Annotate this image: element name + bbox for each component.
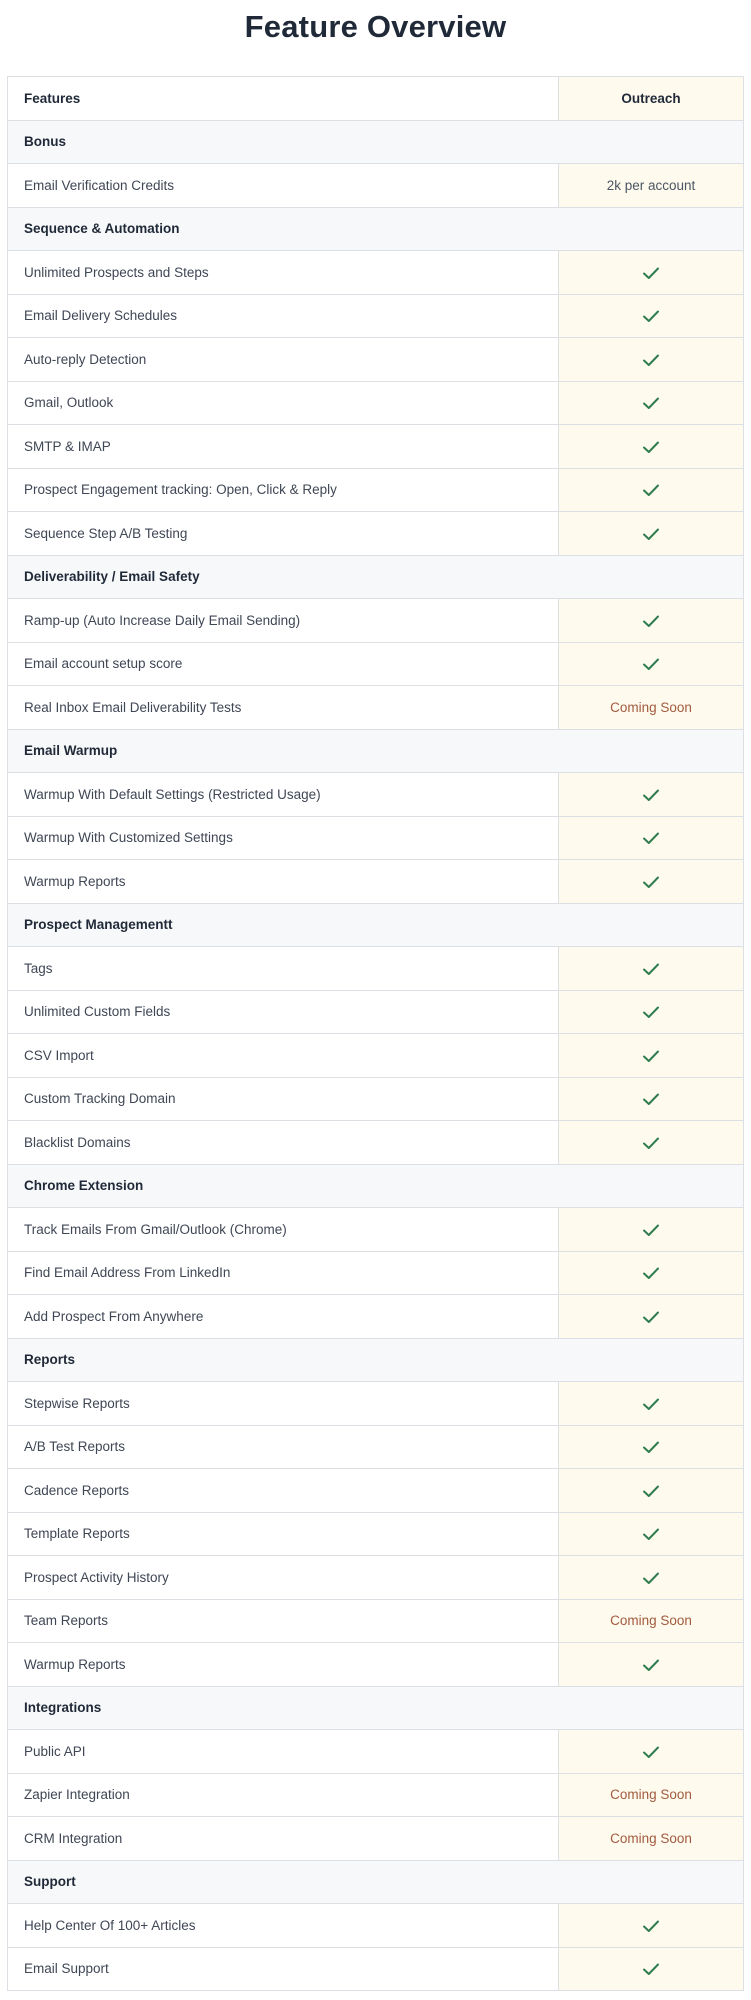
section-row [8, 207, 744, 251]
feature-name: CSV Import [8, 1034, 559, 1078]
section-title: Chrome Extension [8, 1164, 744, 1208]
feature-included [559, 1556, 744, 1600]
table-row [8, 1512, 744, 1556]
check-icon [642, 1266, 660, 1280]
section-title: Bonus [8, 120, 744, 164]
table-row [8, 425, 744, 469]
check-icon [642, 440, 660, 454]
feature-included [559, 381, 744, 425]
feature-included [559, 990, 744, 1034]
feature-included [559, 425, 744, 469]
feature-name: Blacklist Domains [8, 1121, 559, 1165]
table-row [8, 164, 744, 208]
feature-name: Public API [8, 1730, 559, 1774]
section-title: Reports [8, 1338, 744, 1382]
section-row [8, 1860, 744, 1904]
feature-included [559, 1512, 744, 1556]
table-row [8, 251, 744, 295]
feature-included [559, 1077, 744, 1121]
feature-included [559, 947, 744, 991]
check-icon [642, 1049, 660, 1063]
check-icon [642, 1223, 660, 1237]
feature-included [559, 338, 744, 382]
feature-table-wrapper [7, 76, 743, 1991]
feature-value: 2k per account [559, 164, 744, 208]
table-row [8, 1773, 744, 1817]
table-row [8, 1556, 744, 1600]
table-row [8, 294, 744, 338]
coming-soon-label: Coming Soon [559, 1817, 744, 1861]
table-row [8, 599, 744, 643]
table-row [8, 1034, 744, 1078]
feature-included [559, 599, 744, 643]
table-row [8, 1425, 744, 1469]
feature-name: Warmup With Customized Settings [8, 816, 559, 860]
table-row [8, 686, 744, 730]
table-row [8, 642, 744, 686]
section-title: Integrations [8, 1686, 744, 1730]
feature-included [559, 468, 744, 512]
feature-name: Email Delivery Schedules [8, 294, 559, 338]
table-row [8, 816, 744, 860]
check-icon [642, 527, 660, 541]
check-icon [642, 1092, 660, 1106]
feature-name: Warmup Reports [8, 860, 559, 904]
table-row [8, 338, 744, 382]
check-icon [642, 1658, 660, 1672]
check-icon [642, 1136, 660, 1150]
feature-name: Real Inbox Email Deliverability Tests [8, 686, 559, 730]
check-icon [642, 266, 660, 280]
table-row [8, 990, 744, 1034]
check-icon [642, 657, 660, 671]
table-row [8, 468, 744, 512]
table-row [8, 1730, 744, 1774]
feature-name: Email account setup score [8, 642, 559, 686]
feature-included [559, 1208, 744, 1252]
section-row [8, 1686, 744, 1730]
section-row [8, 1164, 744, 1208]
feature-name: Email Verification Credits [8, 164, 559, 208]
outreach-column-header: Outreach [559, 77, 744, 121]
section-row [8, 555, 744, 599]
table-body [8, 120, 744, 1991]
check-icon [642, 1919, 660, 1933]
check-icon [642, 962, 660, 976]
section-title: Sequence & Automation [8, 207, 744, 251]
feature-included [559, 1295, 744, 1339]
check-icon [642, 1484, 660, 1498]
section-row [8, 120, 744, 164]
section-title: Prospect Managementt [8, 903, 744, 947]
feature-included [559, 773, 744, 817]
feature-name: Unlimited Prospects and Steps [8, 251, 559, 295]
feature-name: Auto-reply Detection [8, 338, 559, 382]
table-row [8, 947, 744, 991]
check-icon [642, 614, 660, 628]
feature-included [559, 1425, 744, 1469]
section-row [8, 1338, 744, 1382]
table-row [8, 1295, 744, 1339]
check-icon [642, 831, 660, 845]
feature-included [559, 642, 744, 686]
check-icon [642, 309, 660, 323]
feature-name: Gmail, Outlook [8, 381, 559, 425]
features-column-header: Features [8, 77, 559, 121]
feature-included [559, 860, 744, 904]
section-title: Deliverability / Email Safety [8, 555, 744, 599]
table-row [8, 1077, 744, 1121]
feature-name: Add Prospect From Anywhere [8, 1295, 559, 1339]
feature-included [559, 1121, 744, 1165]
table-row [8, 1817, 744, 1861]
feature-name: Prospect Activity History [8, 1556, 559, 1600]
check-icon [642, 353, 660, 367]
feature-included [559, 1034, 744, 1078]
check-icon [642, 875, 660, 889]
section-title: Email Warmup [8, 729, 744, 773]
feature-name: Track Emails From Gmail/Outlook (Chrome) [8, 1208, 559, 1252]
table-row [8, 1121, 744, 1165]
table-row [8, 1208, 744, 1252]
feature-name: Custom Tracking Domain [8, 1077, 559, 1121]
table-header-row [8, 77, 744, 121]
check-icon [642, 1962, 660, 1976]
feature-name: Sequence Step A/B Testing [8, 512, 559, 556]
check-icon [642, 788, 660, 802]
feature-included [559, 1730, 744, 1774]
feature-name: Stepwise Reports [8, 1382, 559, 1426]
table-row [8, 512, 744, 556]
table-row [8, 1904, 744, 1948]
feature-included [559, 816, 744, 860]
section-row [8, 903, 744, 947]
feature-name: Template Reports [8, 1512, 559, 1556]
feature-included [559, 1947, 744, 1991]
feature-name: SMTP & IMAP [8, 425, 559, 469]
feature-name: CRM Integration [8, 1817, 559, 1861]
table-row [8, 1643, 744, 1687]
feature-comparison-table [7, 76, 744, 1991]
check-icon [642, 1571, 660, 1585]
check-icon [642, 1005, 660, 1019]
feature-name: Email Support [8, 1947, 559, 1991]
table-row [8, 1251, 744, 1295]
table-row [8, 1947, 744, 1991]
feature-name: Prospect Engagement tracking: Open, Click & Reply [8, 468, 559, 512]
feature-name: Unlimited Custom Fields [8, 990, 559, 1034]
coming-soon-label: Coming Soon [559, 1773, 744, 1817]
feature-included [559, 1251, 744, 1295]
table-row [8, 773, 744, 817]
feature-included [559, 294, 744, 338]
feature-name: Team Reports [8, 1599, 559, 1643]
feature-name: Cadence Reports [8, 1469, 559, 1513]
feature-included [559, 1904, 744, 1948]
page-title: Feature Overview [244, 9, 507, 44]
check-icon [642, 1397, 660, 1411]
feature-included [559, 1382, 744, 1426]
table-row [8, 1469, 744, 1513]
coming-soon-label: Coming Soon [559, 1599, 744, 1643]
feature-name: Warmup Reports [8, 1643, 559, 1687]
section-row [8, 729, 744, 773]
feature-included [559, 512, 744, 556]
feature-included [559, 1469, 744, 1513]
table-row [8, 860, 744, 904]
check-icon [642, 1310, 660, 1324]
feature-name: Ramp-up (Auto Increase Daily Email Sending) [8, 599, 559, 643]
feature-name: Zapier Integration [8, 1773, 559, 1817]
feature-name: A/B Test Reports [8, 1425, 559, 1469]
coming-soon-label: Coming Soon [559, 686, 744, 730]
table-row [8, 381, 744, 425]
feature-name: Help Center Of 100+ Articles [8, 1904, 559, 1948]
check-icon [642, 1745, 660, 1759]
feature-included [559, 1643, 744, 1687]
section-title: Support [8, 1860, 744, 1904]
table-row [8, 1382, 744, 1426]
check-icon [642, 1440, 660, 1454]
check-icon [642, 1527, 660, 1541]
check-icon [642, 483, 660, 497]
check-icon [642, 396, 660, 410]
feature-name: Warmup With Default Settings (Restricted Usage) [8, 773, 559, 817]
table-row [8, 1599, 744, 1643]
feature-name: Find Email Address From LinkedIn [8, 1251, 559, 1295]
feature-name: Tags [8, 947, 559, 991]
feature-included [559, 251, 744, 295]
